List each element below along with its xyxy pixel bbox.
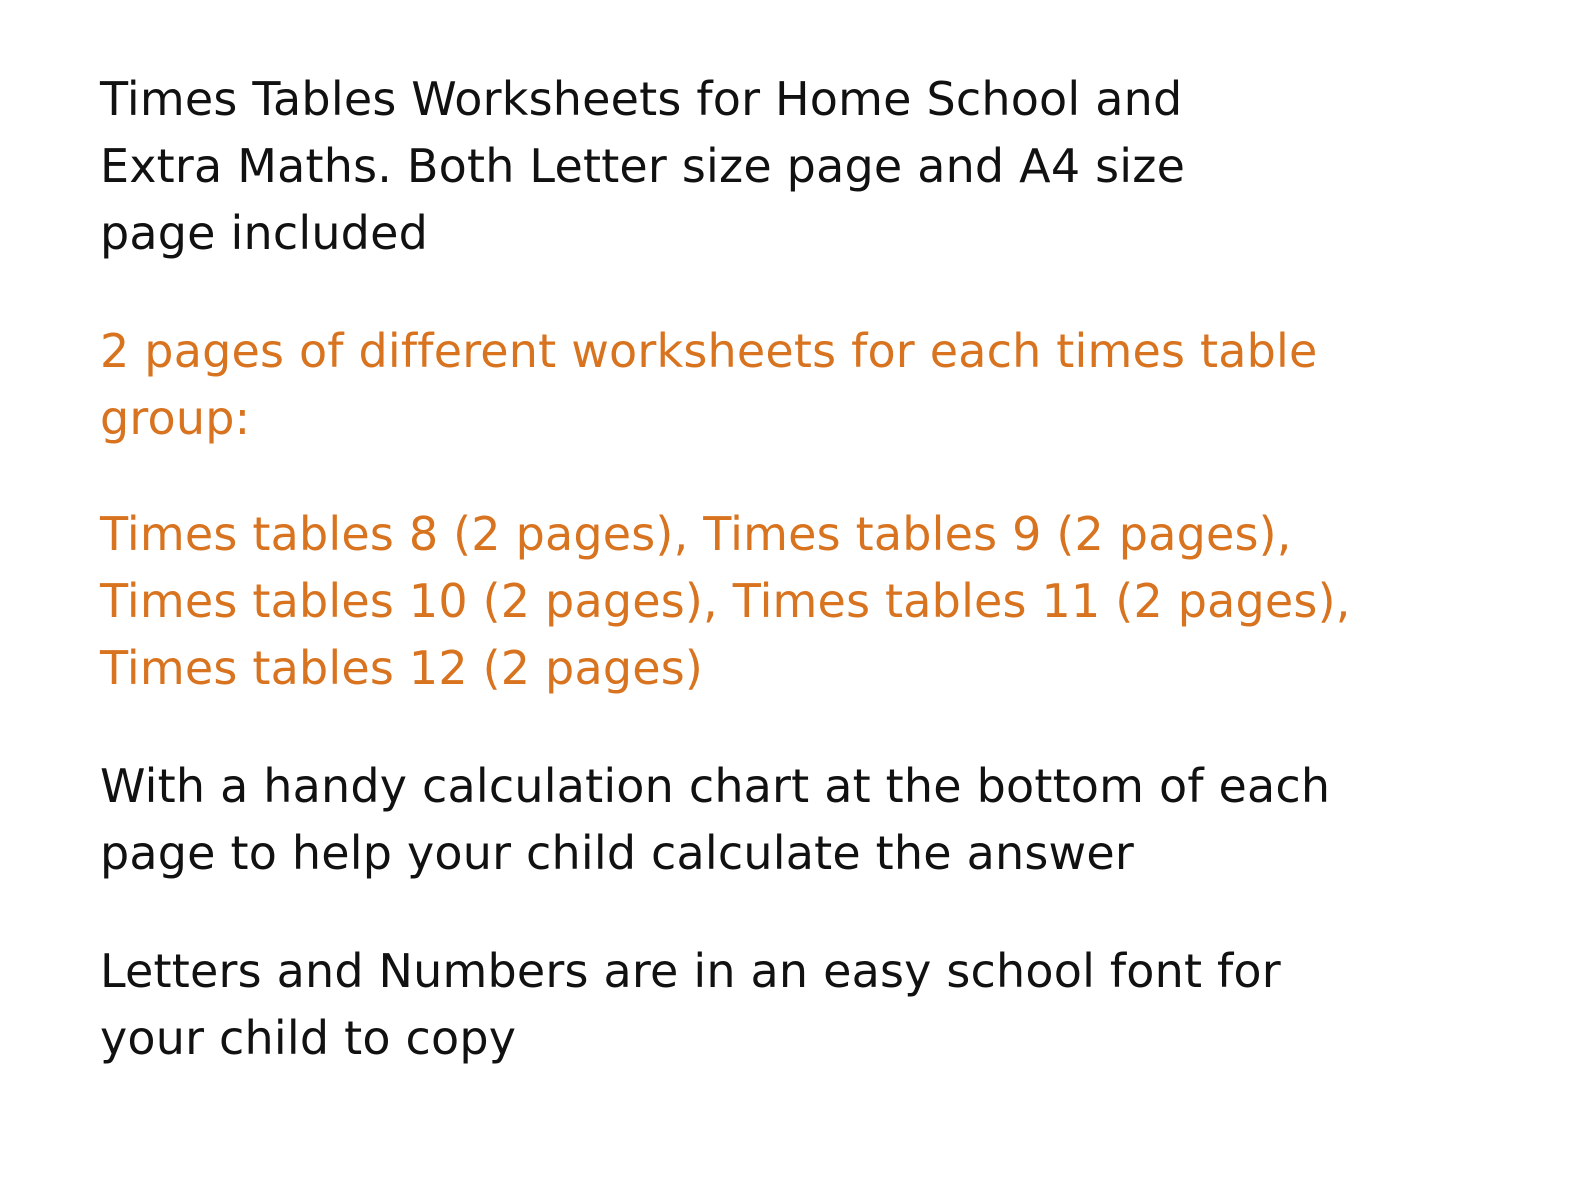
font-note-line: your child to copy [100,1011,517,1065]
worksheets-note-line: group: [100,391,251,445]
worksheets-note-paragraph [100,318,1318,452]
font-note-line: Letters and Numbers are in an easy school font for [100,944,1281,998]
intro-line: Times Tables Worksheets for Home School and [100,72,1183,126]
tables-list-paragraph [100,501,1351,702]
intro-line: Extra Maths. Both Letter size page and A4 size [100,139,1186,193]
chart-note-paragraph [100,753,1330,887]
font-note-paragraph [100,938,1281,1072]
chart-note-line: With a handy calculation chart at the bottom of each [100,759,1331,813]
tables-list-line: Times tables 12 (2 pages) [100,641,704,695]
intro-line: page included [100,206,428,260]
tables-list-line: Times tables 8 (2 pages), Times tables 9 (2 pages), [100,507,1292,561]
chart-note-line: page to help your child calculate the answer [100,826,1134,880]
worksheets-note-line: 2 pages of different worksheets for each times table [100,324,1318,378]
tables-list-line: Times tables 10 (2 pages), Times tables 11 (2 pages), [100,574,1351,628]
intro-paragraph [100,66,1185,267]
